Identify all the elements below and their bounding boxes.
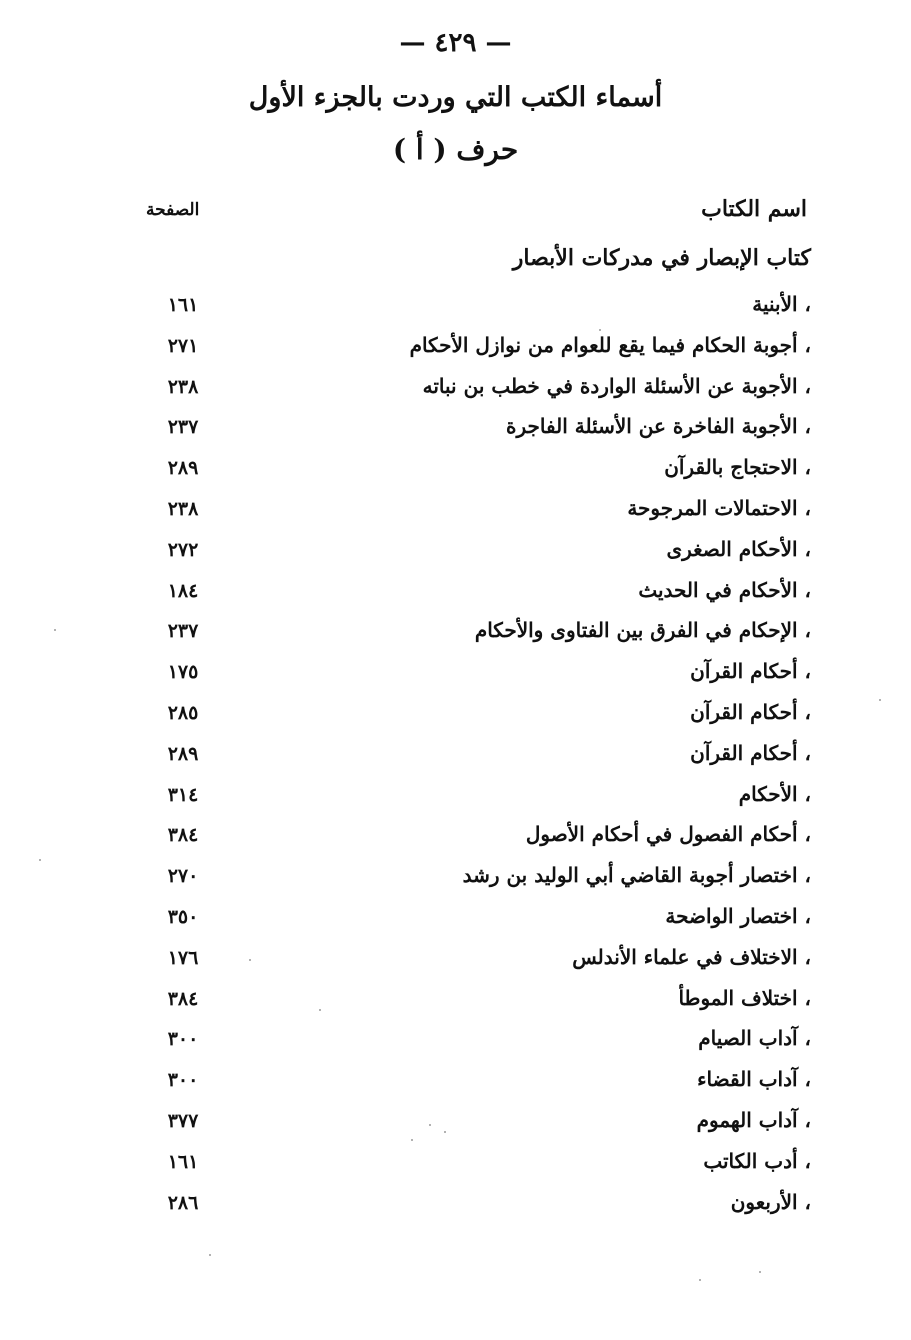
entry-page-number: ٢٧١ xyxy=(167,334,199,357)
index-entry xyxy=(0,984,911,1025)
column-header-book-name: اسم الكتاب xyxy=(701,196,807,222)
entry-title: ، الاختلاف في علماء الأندلس xyxy=(572,944,811,969)
entry-page-number: ٢٣٧ xyxy=(167,416,199,439)
entry-title: ، آداب الهموم xyxy=(696,1107,811,1132)
entry-title: ، أحكام القرآن xyxy=(690,659,811,684)
entry-page-number: ١٦١ xyxy=(167,294,199,316)
entry-page-number: ١٦١ xyxy=(167,1150,199,1173)
entry-page-number: ٢٣٧ xyxy=(167,620,199,643)
index-entry xyxy=(0,372,911,413)
column-header-page: الصفحة xyxy=(146,200,200,220)
index-entry xyxy=(0,657,911,698)
index-entry xyxy=(0,576,911,617)
entry-title: ، الأجوبة الفاخرة عن الأسئلة الفاجرة xyxy=(506,414,811,439)
index-entry xyxy=(0,453,911,494)
entry-page-number: ١٨٤ xyxy=(167,579,199,602)
entry-page-number: ٣٠٠ xyxy=(167,1028,199,1051)
entry-title: ، الاحتمالات المرجوحة xyxy=(627,495,811,520)
entry-title: ، آداب القضاء xyxy=(697,1067,811,1092)
index-entry xyxy=(0,861,911,902)
page-number: — ٤٢٩ — xyxy=(399,28,512,58)
entry-page-number: ٣٨٤ xyxy=(167,824,199,847)
entry-page-number: ٢٨٩ xyxy=(167,457,199,480)
entry-title: ، أجوبة الحكام فيما يقع للعوام من نوازل الأحكام xyxy=(409,332,811,357)
index-entry xyxy=(0,331,911,372)
index-entry xyxy=(0,902,911,943)
index-entry xyxy=(0,1188,911,1229)
index-entry xyxy=(0,290,911,331)
index-entry xyxy=(0,494,911,535)
entry-page-number: ٢٧٢ xyxy=(167,538,199,561)
entry-title: ، الاحتجاج بالقرآن xyxy=(664,455,811,480)
index-entry xyxy=(0,780,911,821)
index-entry xyxy=(0,1065,911,1106)
entry-title: ، الأجوبة عن الأسئلة الواردة في خطب بن نباته xyxy=(422,373,811,398)
entry-title: ، اختصار الواضحة xyxy=(665,903,811,928)
entry-title: ، أدب الكاتب xyxy=(703,1148,811,1173)
entry-page-number: ٣١٤ xyxy=(167,783,199,806)
entry-title: ، اختصار أجوبة القاضي أبي الوليد بن رشد xyxy=(462,863,811,888)
entry-title: ، اختلاف الموطأ xyxy=(678,985,811,1010)
entry-page-number: ٢٨٩ xyxy=(167,742,199,765)
entry-page-number: ٢٨٥ xyxy=(167,701,199,724)
entry-page-number: ٣٥٠ xyxy=(167,905,199,928)
index-entry xyxy=(0,1106,911,1147)
entry-title: ، أحكام القرآن xyxy=(690,699,811,724)
entry-title: ، آداب الصيام xyxy=(698,1026,811,1051)
entry-title: ، أحكام القرآن xyxy=(690,740,811,765)
index-entry xyxy=(0,412,911,453)
entry-title: ، الأحكام في الحديث xyxy=(638,577,811,602)
entry-page-number: ٢٧٠ xyxy=(167,865,199,888)
entry-page-number: ٢٨٦ xyxy=(167,1191,199,1214)
index-entry xyxy=(0,820,911,861)
entry-title: ، الإحكام في الفرق بين الفتاوى والأحكام xyxy=(474,618,811,643)
letter-heading: حرف ( أ ) xyxy=(392,133,519,166)
index-entry xyxy=(0,535,911,576)
index-entry xyxy=(0,1024,911,1065)
index-entry xyxy=(0,739,911,780)
index-entry xyxy=(0,1147,911,1188)
entry-page-number: ٣٨٤ xyxy=(167,987,199,1010)
index-entry xyxy=(0,616,911,657)
entry-page-number: ٢٣٨ xyxy=(167,497,199,520)
entry-title: ، الأربعون xyxy=(730,1189,811,1214)
book-index-list xyxy=(0,290,911,1228)
entry-page-number: ١٧٥ xyxy=(167,661,199,684)
entry-page-number: ١٧٦ xyxy=(167,946,199,969)
entry-page-number: ٢٣٨ xyxy=(167,375,199,398)
index-entry xyxy=(0,698,911,739)
entry-title: ، الأبنية xyxy=(752,292,811,316)
entry-title: ، الأحكام الصغرى xyxy=(666,536,811,561)
index-entry xyxy=(0,943,911,984)
entry-title: ، أحكام الفصول في أحكام الأصول xyxy=(525,822,811,847)
entry-page-number: ٣٠٠ xyxy=(167,1069,199,1092)
entry-page-number: ٣٧٧ xyxy=(167,1109,199,1132)
entry-title: ، الأحكام xyxy=(738,781,811,806)
intro-line: كتاب الإبصار في مدركات الأبصار xyxy=(512,245,811,271)
page-title: أسماء الكتب التي وردت بالجزء الأول xyxy=(248,82,663,113)
